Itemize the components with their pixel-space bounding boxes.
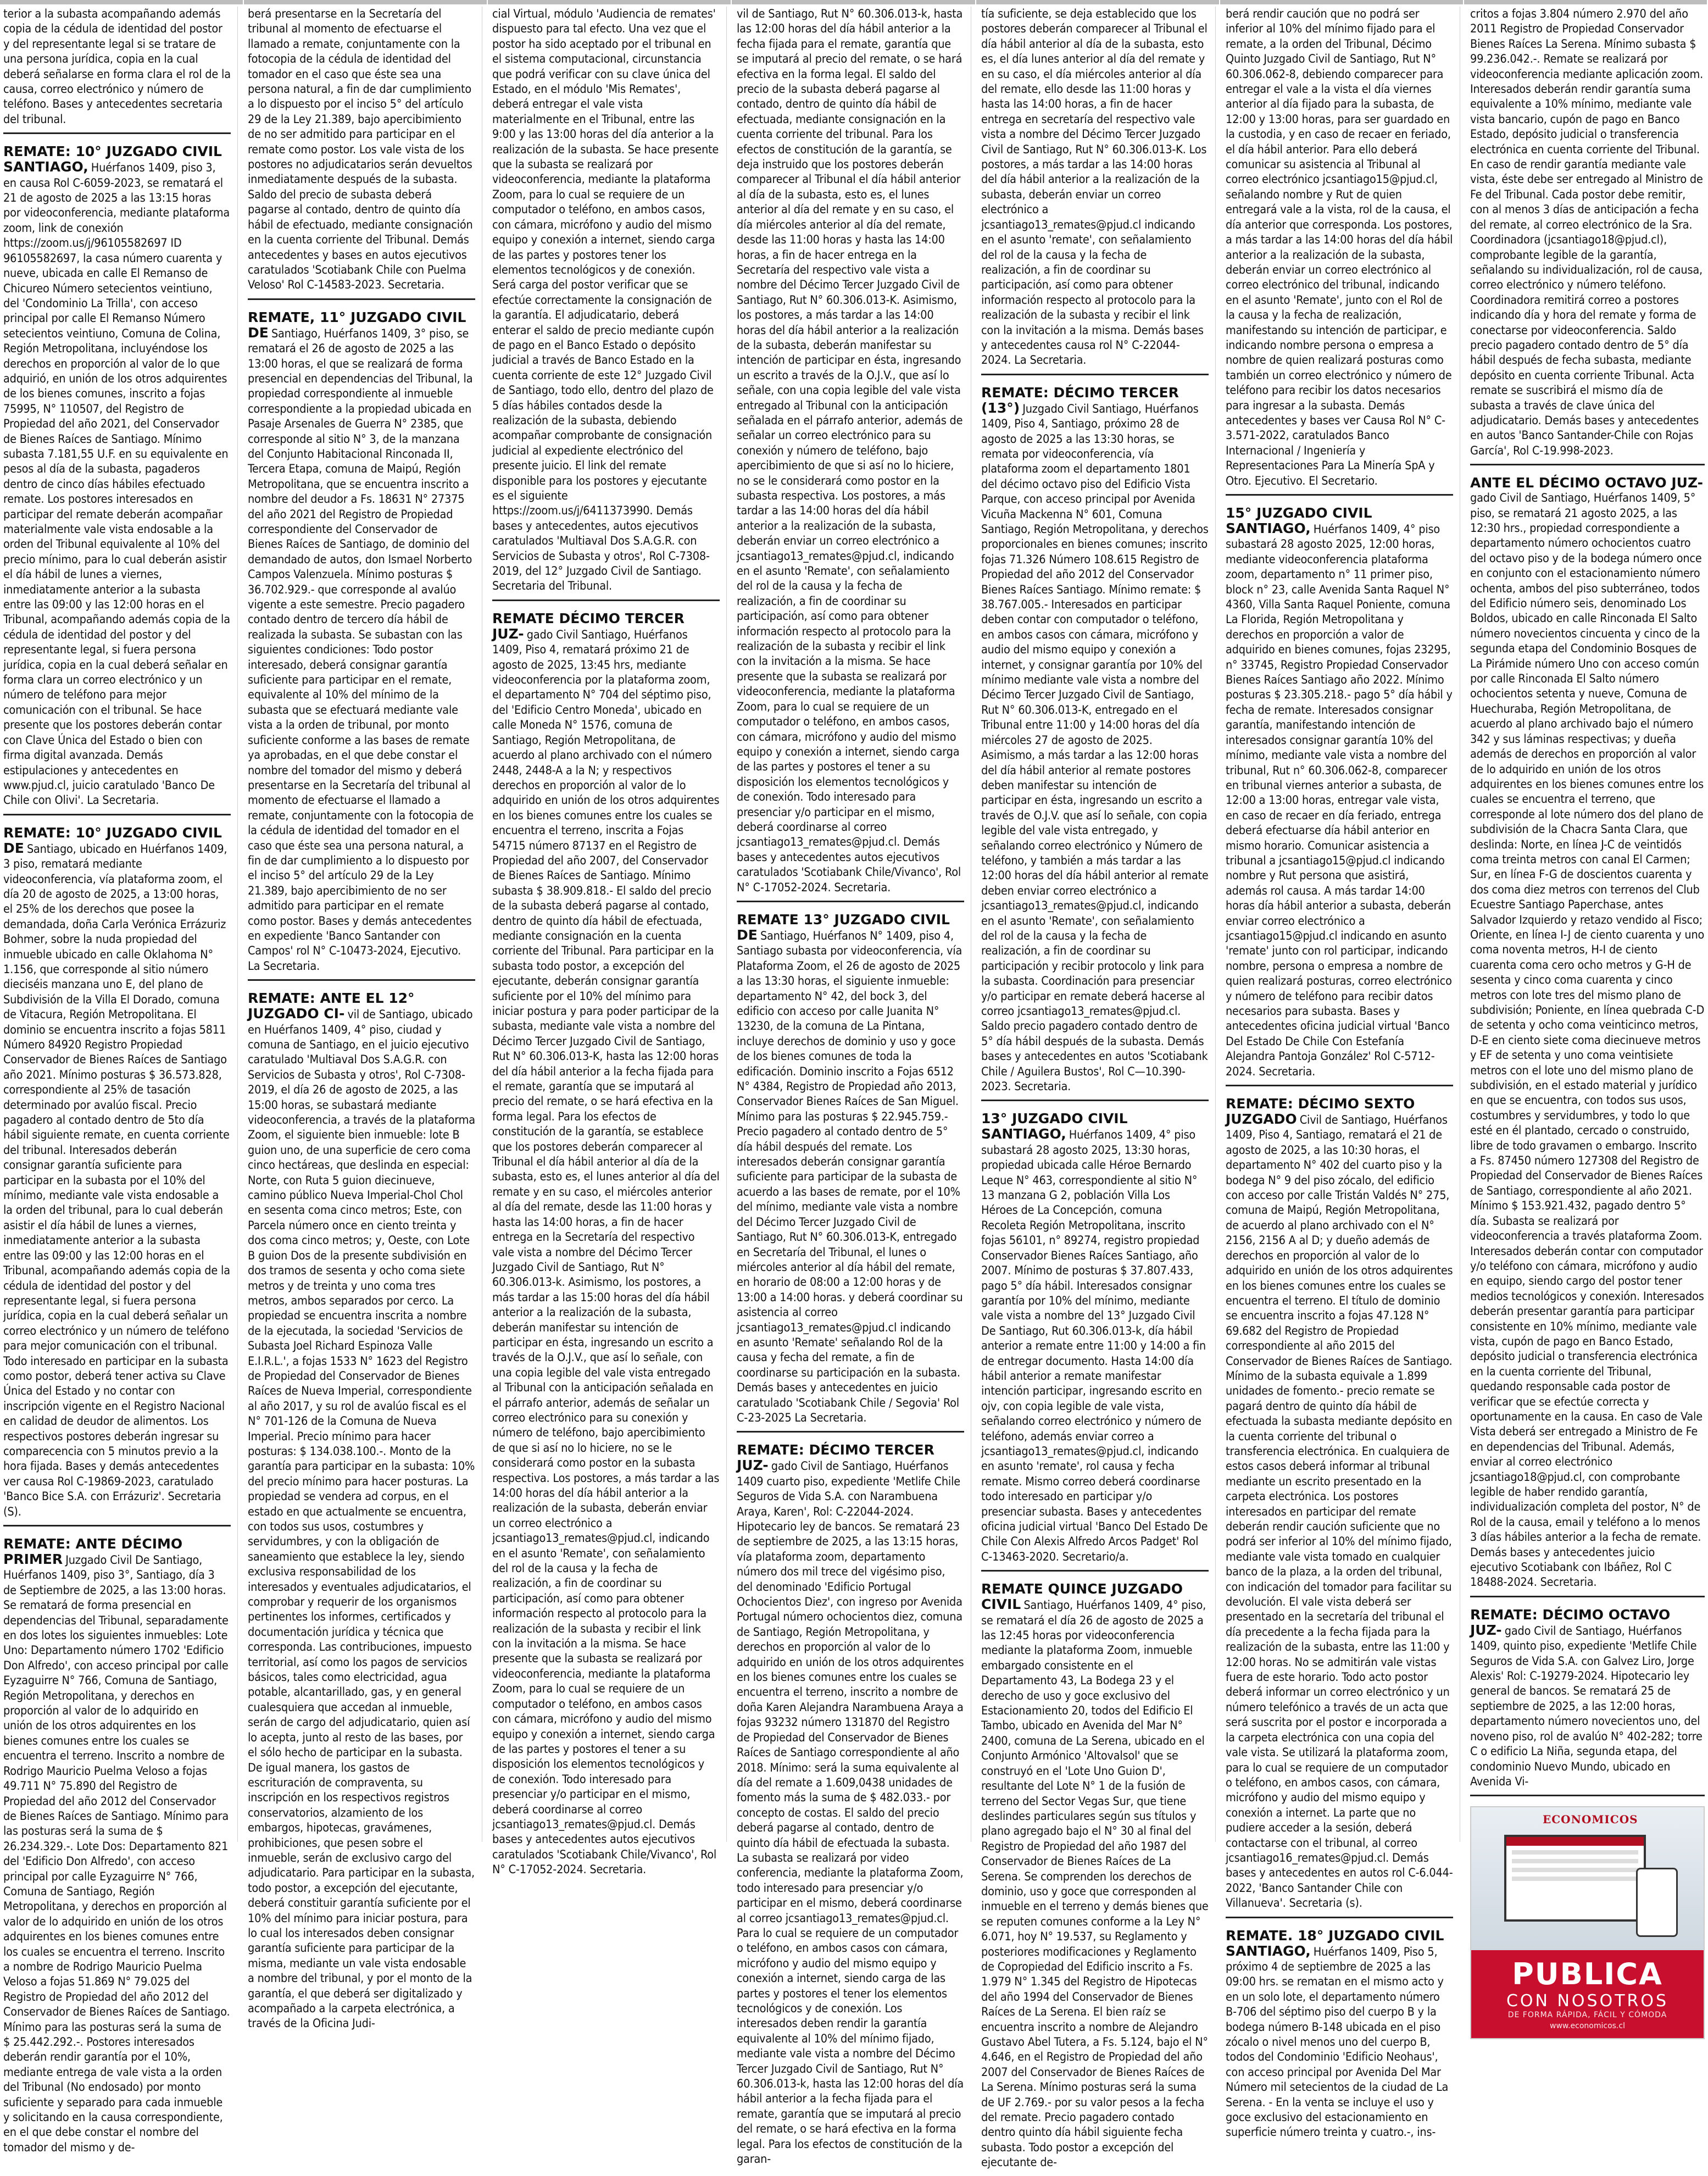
phone-icon — [1636, 1868, 1678, 1937]
notice-heading: REMATE: DÉCIMO TERCER (13°) — [981, 384, 1179, 416]
auction-notice — [737, 912, 964, 1433]
notice-heading: 15° JUZGADO CIVIL SANTIAGO, — [1226, 505, 1372, 536]
notice-heading: REMATE: DÉCIMO OCTAVO JUZ- — [1470, 1606, 1671, 1638]
notice-heading: ANTE EL DÉCIMO OCTAVO JUZ- — [1470, 475, 1704, 491]
notice-heading: REMATE: 10° JUZGADO CIVIL DE — [3, 824, 222, 856]
auction-notice — [1226, 7, 1453, 496]
auction-notice — [1470, 1607, 1705, 1796]
notice-heading: REMATE QUINCE JUZGADO CIVIL — [981, 1581, 1183, 1613]
notice-heading: REMATE: DÉCIMO SEXTO JUZGADO — [1226, 1096, 1415, 1128]
notice-body: critos a fojas 3.804 número 2.970 del año 2011 Registro de Propiedad Conservador Bienes Raíces La Serena. Mínimo subasta $ 99.236.042.-. Remate se realizará por videoconferencia mediante aplicación zoom. Interesados deberán rendir garantía suma equivalente a 10% mínimo, mediante vale vista bancario, cupón de pago en Banco Estado, depósito judicial o transferencia electrónica en cuenta corriente del Tribunal. En caso de rendir garantía mediante vale vista, éste debe ser entregado al Ministro de Fe del Tribunal. Cada postor debe remitir, con al menos 3 días de anticipación a fecha del remate, al correo electrónico de la Sra. Coordinadora (jcsantiago18@pjud.cl), comprobante legible de la garantía, señalando su individualización, rol de causa, correo electrónico y número teléfono. Coordinadora remitirá correo a postores indicando día y hora del remate y forma de conectarse por videoconferencia. Saldo precio pagadero contado dentro de 5° día hábil después de fecha subasta, mediante depósito en cuenta corriente Tribunal. Acta remate se suscribirá el mismo día de subasta a través de clave única del adjudicatario. Demás bases y antecedentes en autos 'Banco Santander-Chile con Rojas García', Rol C-19.998-2023. — [1470, 7, 1704, 458]
auction-notice — [1226, 1096, 1453, 1918]
auction-notice — [1226, 506, 1453, 1086]
ad-tagline: DE FORMA RÁPIDA, FÁCIL Y CÓMODA — [1507, 2011, 1667, 2020]
ad-headline: PUBLICA — [1512, 1957, 1663, 1992]
notice-body: Santiago, Huérfanos 1409, 3° piso, se rematará el 26 de agosto de 2025 a las 13:00 horas, el que se realizará de forma presencial en dependencias del Tribunal, la propiedad correspondiente al inmueble correspondiente a la propiedad ubicada en Pasaje Arsenales de Guerra N° 2385, que corresponde al sitio N° 3, de la manzana del Conjunto Habitacional Rinconada II, Tercera Etapa, comuna de Maipú, Región Metropolitana, que se encuentra inscrito a nombre del deudor a Fs. 18631 N° 27375 del año 2021 del Registro de Propiedad correspondiente del Conservador de Bienes Raíces de Santiago, de dominio del demandado de autos, don Ismael Norberto Campos Valenzuela. Mínimo posturas $ 36.702.929.- que corresponde al avalúo vigente a este semestre. Precio pagadero contado dentro de tercero día hábil de realizada la subasta. Se subastan con las siguientes condiciones: Todo postor interesado, deberá consignar garantía suficiente para participar en el remate, equivalente al 10% del mínimo de la subasta que se efectuará mediante vale vista a la orden de tribunal, por monto suficiente conforme a las bases de remate ya aprobadas, en el que debe constar el nombre del tomador del mismo y deberá presentarse en la Secretaría del tribunal al momento de efectuarse el llamado a remate, conjuntamente con la fotocopia de la cédula de identidad del tomador en el caso que éste sea una persona natural, a fin de dar cumplimiento a lo dispuesto por el inciso 5° del artículo 29 de la Ley 21.389, bajo apercibimiento de no ser admitido para participar en el remate como postor. Bases y demás antecedentes en expediente 'Banco Santander con Campos' rol N° C-10473-2024, Ejecutivo. La Secretaria. — [248, 326, 474, 973]
notice-body: Huérfanos 1409, 4° piso subastará 28 agosto 2025, 13:30 horas, propiedad ubicada calle Héroe Bernardo Leque N° 463, correspondiente al sitio N° 13 manzana G 2, población Villa Los Héroes de La Concepción, comuna Recoleta Región Metropolitana, inscrito fojas 56101, n° 89274, registro propiedad Conservador Bienes Raíces Santiago, año 2007. Mínimo de posturas $ 37.807.433, pago 5° día hábil. Interesados consignar garantía por 10% del mínimo, mediante vale vista a nombre del 13° Juzgado Civil De Santiago, Rut 60.306.013-k, día hábil anterior a remate entre 11:00 y 14:00 a fin de entregar documento. Hasta 14:00 día hábil anterior a remate manifestar intención participar, ingresando escrito en ojv, con copia legible de vale vista, señalando correo electrónico y número de teléfono, además enviar correo a jcsantiago13_remates@pjud.cl, indicando en asunto 'remate', rol causa y fecha remate. Mismo correo deberá coordinarse todo interesado en participar y/o presenciar subasta. Bases y antecedentes oficina judicial virtual 'Banco Del Estado De Chile Con Alexis Alfredo Arcos Padget' Rol C-13463-2020. Secretario/a. — [981, 1128, 1208, 1564]
notice-heading: REMATE 13° JUZGADO CIVIL DE — [737, 911, 950, 943]
notice-body: gado Civil Santiago, Huérfanos 1409, Piso 4, rematará próximo 21 de agosto de 2025, 13:45 hrs, mediante videoconferencia por la plataforma zoom, el departamento N° 704 del séptimo piso, del 'Edificio Centro Moneda', ubicado en calle Moneda N° 1576, comuna de Santiago, Región Metropolitana, de acuerdo al plano archivado con el número 2448, 2448-A a la N; y respectivos derechos en proporción al valor de lo adquirido en unión de los otros adquirentes en los bienes comunes entre los cuales se encuentra el terreno, inscrita a Fojas 54715 número 87137 en el Registro de Propiedad del año 2007, del Conservador de Bienes Raíces de Santiago. Mínimo subasta $ 38.909.818.- El saldo del precio de la subasta deberá pagarse al contado, dentro de quinto día hábil de efectuada, mediante consignación en la cuenta corriente del Tribunal. Para participar en la subasta todo postor, a excepción del ejecutante, deberán consignar garantía suficiente por el 10% del mínimo para iniciar postura y para poder participar de la subasta, mediante vale vista a nombre del Décimo Tercer Juzgado Civil de Santiago, Rut N° 60.306.013-K, hasta las 12:00 horas del día hábil anterior a la fecha fijada para el remate, garantía que se imputará al precio del remate, o se hará efectiva en la forma legal. Para los efectos de constitución de la garantía, se establece que los postores deberán comparecer al Tribunal el día hábil anterior al día de la subasta, esto es, el lunes anterior al día del remate y en su caso, el miércoles anterior al día del remate, desde las 11:00 horas y hasta las 14:00 horas, a fin de hacer entrega en la Secretaría del respectivo vale vista a nombre del Décimo Tercer Juzgado Civil de Santiago, Rut N° 60.306.013-k. Asimismo, los postores, a más tardar a las 15:00 horas del día hábil anterior a la realización de la subasta, deberán manifestar su intención de participar en ésta, ingresando un escrito a través de la O.J.V., que así lo señale, con una copia legible del vale vista entregado al Tribunal con la anticipación señalada en el párrafo anterior, además de señalar un correo electrónico para su conexión y número de teléfono, bajo apercibimiento de que si así no lo hiciere, no se le considerará como postor en la subasta respectiva. Los postores, a más tardar a las 14:00 horas del día hábil anterior a la realización de la subasta, deberán enviar un correo electrónico a jcsantiago13_remates@pjud.cl, indicando en el asunto 'Remate', con señalamiento del rol de la causa y la fecha de realización, a fin de coordinar su participación, así como para obtener información respecto al protocolo para la realización de la subasta y recibir el link con la invitación a la misma. Se hace presente que la subasta se realizará por videoconferencia, mediante la plataforma Zoom, para lo cual se requiere de un computador o teléfono, en ambos casos con cámara, micrófono y audio del mismo equipo y conexión a internet, siendo carga de las partes y postores el tener a su disposición los elementos tecnológicos y de conexión. Todo interesado para presenciar y/o participar en el mismo, deberá coordinarse al correo jcsantiago13_remates@pjud.cl. Demás bases y antecedentes autos ejecutivos caratulados 'Scotiabank Chile/Vivanco', Rol N° C-17052-2024. Secretaria. — [492, 628, 720, 1877]
ad-subheadline: CON NOSOTROS — [1506, 1991, 1669, 2011]
notice-body: gado Civil de Santiago, Huérfanos 1409, quinto piso, expediente 'Metlife Chile Seguros de Vida S.A. con Galvez Liro, Jorge Alexis' Rol: C-19279-2024. Hipotecario ley general de bancos. Se rematará 25 de septiembre de 2025, a las 12:00 horas, departamento número novecientos uno, del noveno piso, rol de avalúo N° 402-282; torre C o edificio La Niña, segunda etapa, del condominio Nuevo Mundo, ubicado en Avenida Vi- — [1470, 1624, 1703, 1789]
notice-heading: REMATE DÉCIMO TERCER JUZ- — [492, 610, 685, 642]
notice-body: berá rendir caución que no podrá ser inferior al 10% del mínimo fijado para el remate, a la orden del Tribunal, Décimo Quinto Juzgado Civil de Santiago, Rut N° 60.306.062-8, debiendo comparecer para entregar el vale a la vista el día viernes anterior al día fijado para la subasta, de 12:00 y 13:00 horas, para ser guardado en la custodia, y en caso de recaer en feriado, el día hábil anterior. Para ello deberá comunicar su asistencia al Tribunal al correo electrónico jcsantiago15@pjud.cl, señalando nombre y Rut de quien entregará vale a la vista, rol de la causa, el día anterior que corresponda. Los postores, a más tardar a las 14:00 horas del día hábil anterior a la realización de la subasta, deberán enviar un correo electrónico al correo electrónico del tribunal, indicando en el asunto 'Remate', junto con el Rol de la causa y la fecha de realización, manifestando su intención de participar, e indicando nombre persona o empresa a nombre de quien realizará posturas como también un correo electrónico y número de teléfono para recibir los datos necesarios para ingresar a la subasta. Demás antecedentes y bases ver Causa Rol N° C-3.571-2022, caratulados Banco Internacional / Ingeniería y Representaciones Para La Minería SpA y Otro. Ejecutivo. El Secretario. — [1226, 7, 1453, 488]
auction-notice — [3, 7, 231, 134]
auction-notice — [737, 1442, 964, 2172]
notice-body: vil de Santiago, Rut N° 60.306.013-k, hasta las 12:00 horas del día hábil anterior a la fecha fijada para el remate, garantía que se imputará al precio del remate, o se hará efectiva en la forma legal. El saldo del precio de la subasta deberá pagarse al contado, dentro de quinto día hábil de efectuada, mediante consignación en la cuenta corriente del tribunal. Para los efectos de constitución de la garantía, se deja instruido que los postores deberán comparecer al Tribunal el día hábil anterior al día de la subasta, esto es, el lunes anterior al día del remate y en su caso, el día miércoles anterior al día del remate, desde las 11:00 horas y hasta las 14:00 horas, a fin de hacer entrega en la Secretaría del respectivo vale vista a nombre del Décimo Tercer Juzgado Civil de Santiago, Rut N° 60.306.013-K. Asimismo, los postores, a más tardar a las 14:00 horas del día hábil anterior a la realización de la subasta, deberán manifestar su intención de participar en ésta, ingresando un escrito a través de la O.J.V., que así lo señale, con una copia legible del vale vista entregado al Tribunal con la anticipación señalada en el párrafo anterior, además de señalar un correo electrónico para su conexión y número de teléfono, bajo apercibimiento de que si así no lo hiciere, no se le considerará como postor en la subasta respectiva. Los postores, a más tardar a las 14:00 horas del día hábil anterior a la realización de la subasta, deberán enviar un correo electrónico a jcsantiago13_remates@pjud.cl, indicando en el asunto 'Remate', con señalamiento del rol de la causa y la fecha de realización, a fin de coordinar su participación, así como para obtener información respecto al protocolo para la realización de la subasta y recibir el link con la invitación a la misma. Se hace presente que la subasta se realizará por videoconferencia, mediante la plataforma Zoom, para lo cual se requiere de un computador o teléfono, en ambos casos, con cámara, micrófono y audio del mismo equipo y conexión a internet, siendo carga de las partes y postores el tener a su disposición los elementos tecnológicos y de conexión. Todo interesado para presenciar y/o participar en el mismo, deberá coordinarse al correo jcsantiago13_remates@pjud.cl. Demás bases y antecedentes autos ejecutivos caratulados 'Scotiabank Chile/Vivanco', Rol N° C-17052-2024. Secretaria. — [737, 7, 963, 895]
text-column — [981, 7, 1216, 2170]
auction-notice — [1226, 1928, 1453, 2146]
auction-notice — [492, 7, 720, 601]
notice-body: berá presentarse en la Secretaría del tribunal al momento de efectuarse el llamado a remate, conjuntamente con la fotocopia de la cédula de identidad del tomador en el caso que éste sea una persona natural, a fin de dar cumplimiento a lo dispuesto por el inciso 5° del artículo 29 de la Ley 21.389, bajo apercibimiento de no ser admitido para participar en el remate como postor. Los vale vista de los postores no adjudicatarios serán devueltos inmediatamente después de la subasta. Saldo del precio de subasta deberá pagarse al contado, dentro de quinto día hábil de efectuado, mediante consignación en la cuenta corriente del Tribunal. Demás antecedentes y bases en autos ejecutivos caratulados 'Scotiabank Chile con Puelma Veloso' Rol C-14583-2023. Secretaria. — [248, 7, 473, 292]
auction-notice — [3, 1536, 231, 2161]
advertisement-banner[interactable] — [1470, 1806, 1705, 2039]
notice-heading: REMATE, 11° JUZGADO CIVIL DE — [248, 309, 466, 341]
notice-heading: REMATE: DÉCIMO TERCER JUZ- — [737, 1442, 934, 1474]
notice-body: Santiago, Huérfanos 1409, 4° piso, se rematará el día 26 de agosto de 2025 a las 12:45 horas por videoconferencia mediante la plataforma Zoom, inmueble embargado consistente en el Departamento 43, La Bodega 23 y el derecho de uso y goce exclusivo del Estacionamiento 20, todos del Edificio El Tambo, ubicado en Avenida del Mar N° 2400, comuna de La Serena, ubicado en el Conjunto Armónico 'Altovalsol' que se construyó en el 'Lote Uno Guion D', resultante del Lote N° 1 de la fusión de terreno del Sector Vegas Sur, que tiene deslindes particulares según sus títulos y plano agregado bajo el N° 30 al final del Registro de Propiedad del año 1987 del Conservador de Bienes Raíces de La Serena. Se comprenden los derechos de dominio, uso y goce que corresponden al inmueble en el terreno y demás bienes que se reputen comunes conforme a la Ley N° 6.071, hoy N° 19.537, su Reglamento y posteriores modificaciones y Reglamento de Copropiedad del Edificio inscrito a Fs. 1.979 N° 1.345 del Registro de Hipotecas del año 1994 del Conservador de Bienes Raíces de La Serena. El bien raíz se encuentra inscrito a nombre de Alejandro Gustavo Abel Tutera, a Fs. 5.124, bajo el N° 4.646, en el Registro de Propiedad del año 2007 del Conservador de Bienes Raíces de La Serena. Mínimo posturas será la suma de UF 2.769.- por su valor pesos a la fecha del remate. Precio pagadero contado dentro quinto día hábil siguiente fecha subasta. Todo postor a excepción del ejecutante de- — [981, 1598, 1209, 2170]
ad-text-area — [1471, 1950, 1704, 2038]
notice-body: gado Civil de Santiago, Huérfanos 1409, 5° piso, se rematará 21 agosto 2025, a las 12:30 hrs., propiedad correspondiente a departamento número ochocientos cuatro del octavo piso y de la bodega número once en conjunto con el estacionamiento número ochenta, ambos del piso subterráneo, todos del Edificio número seis, denominado Los Boldos, ubicado en calle Rinconada El Salto número novecientos cincuenta y cinco de la segunda etapa del Condominio Bosques de La Pirámide número Uno con acceso común por calle Rinconada El Salto número ochocientos setenta y nueve, Comuna de Huechuraba, Región Metropolitana, de acuerdo al plano archivado bajo el número 342 y sus láminas respectivas; y dueña además de derechos en proporción al valor de lo adquirido en unión de los otros adquirentes en los bienes comunes entre los cuales se encuentra el terreno, que corresponde al lote número dos del plano de subdivisión de la Chacra Santa Clara, que deslinda: Norte, en línea J-C de veintidós coma treinta metros con canal El Carmen; Sur, en línea F-G de doscientos cuarenta y dos coma diez metros con terrenos del Club Ecuestre Santiago Paperchase, antes Salvador Izquierdo y retazo vendido al Fisco; Oriente, en línea I-J de ciento cuarenta y uno coma noventa metros, H-I de ciento cuarenta coma cero ocho metros y G-H de sesenta y cinco coma cuarenta y cinco metros con lote tres del mismo plano de subdivisión; Poniente, en línea quebrada C-D de setenta y ocho coma veinticinco metros, D-E en ciento siete coma diecinueve metros y EF de setenta y uno coma veintisiete metros con el lote uno del mismo plano de subdivisión, en el estado material y jurídico en que se encuentra, con todos sus usos, costumbres y servidumbres, y todo lo que esté en él plantado, cercado o construido, libre de todo gravamen o embargo. Inscrito a Fs. 87450 número 127308 del Registro de Propiedad del Conservador de Bienes Raíces de Santiago, correspondiente al año 2021. Mínimo $ 153.921.432, pagado dentro 5° día. Subasta se realizará por videoconferencia a través plataforma Zoom. Interesados deberán contar con computador y/o teléfono con cámara, micrófono y audio en equipo, siendo cargo del postor tener medios tecnológicos y conexión. Interesados deberán presentar garantía para participar consistente en 10% mínimo, mediante vale vista, cupón de pago en Banco Estado, depósito judicial o transferencia electrónica en la cuenta corriente del Tribunal, quedando responsable cada postor de verificar que se efectúe correcta y oportunamente en la causa. En caso de Vale Vista deberá ser entregado a Ministro de Fe en dependencias del Tribunal. Además, enviar al correo electrónico jcsantiago18@pjud.cl, con comprobante legible de haber rendido garantía, individualización completa del postor, N° de Rol de la causa, email y teléfono a lo menos 3 días hábiles anterior a la fecha de remate. Demás bases y antecedentes juicio ejecutivo Scotiabank con Ibáñez, Rol C 18488-2024. Secretaria. — [1470, 491, 1705, 1590]
ad-illustration — [1471, 1807, 1704, 1950]
section-header-strip — [0, 0, 1708, 4]
notice-heading: REMATE: ANTE DÉCIMO PRIMER — [3, 1536, 183, 1567]
auction-notice — [981, 1581, 1209, 2175]
ad-logo: ECONOMICOS — [1543, 1813, 1638, 1827]
notice-body: gado Civil de Santiago, Huérfanos 1409 cuarto piso, expediente 'Metlife Chile Seguros de Vida S.A. con Narambuena Araya, Karen', Rol: C-22044-2024. Hipotecario ley de bancos. Se rematará 23 de septiembre de 2025, a las 13:15 horas, vía plataforma zoom, departamento número dos mil trece del vigésimo piso, del denominado 'Edificio Portugal Ochocientos Diez', con ingreso por Avenida Portugal número ochocientos diez, comuna de Santiago, Región Metropolitana, y derechos en proporción al valor de lo adquirido en unión de los otros adquirentes en los bienes comunes entre los cuales se encuentra el terreno, inscrito a nombre de doña Karen Alejandra Narambuena Araya a fojas 93232 número 131870 del Registro de Propiedad del Conservador de Bienes Raíces de Santiago correspondiente al año 2018. Mínimo: será la suma equivalente al día del remate a 1.609,0438 unidades de fomento más la suma de $ 482.033.- por concepto de costas. El saldo del precio deberá pagarse al contado, dentro de quinto día hábil de efectuada la subasta. La subasta se realizará por video conferencia, mediante la plataforma Zoom, todo interesado para presenciar y/o participar en el mismo, deberá coordinarse al correo jcsantiago13_remates@pjud.cl. Para lo cual se requiere de un computador o teléfono, en ambos casos con cámara, micrófono y audio del mismo equipo y conexión a internet, siendo carga de las partes y postores el tener los elementos tecnológicos y de conexión. Los interesados deben rendir la garantía equivalente al 10% del mínimo fijado, mediante vale vista a nombre del Décimo Tercer Juzgado Civil de Santiago, Rut N° 60.306.013-k, hasta las 12:00 horas del día hábil anterior a la fecha fijada para el remate, garantía que se imputará al precio del remate, o se hará efectiva en la forma legal. Para los efectos de constitución de la garan- — [737, 1459, 964, 2167]
auction-notice — [3, 144, 231, 815]
text-column — [1470, 7, 1705, 2031]
text-column — [248, 7, 482, 2031]
notice-body: Juzgado Civil Santiago, Huérfanos 1409, Piso 4, Santiago, próximo 28 de agosto de 2025 a las 13:30 horas, se remata por videoconferencia, vía plataforma zoom el departamento 1801 del décimo octavo piso del Edificio Vista Parque, con acceso principal por Avenida Vicuña Mackenna N° 601, Comuna Santiago, Región Metropolitana, y derechos proporcionales en bienes comunes; inscrito fojas 71.326 Número 108.615 Registro de Propiedad del año 2012 del Conservador Bienes Raíces Santiago. Mínimo remate: $ 38.767.005.- Interesados en participar deben contar con computador o teléfono, en ambos casos con cámara, micrófono y audio del mismo equipo y conexión a internet, y consignar garantía por 10% del mínimo mediante vale vista a nombre del Décimo Tercer Juzgado Civil de Santiago, Rut N° 60.306.013-K, entregado en el Tribunal entre 11:00 y 14:00 horas del día miércoles 27 de agosto de 2025. Asimismo, a más tardar a las 12:00 horas del día hábil anterior al remate postores deben manifestar su intención de participar en ésta, ingresando un escrito a través de O.J.V. que así lo señale, con copia legible del vale vista entregado, y señalando correo electrónico y Número de teléfono, y también a más tardar a las 12:00 horas del día hábil anterior al remate deben enviar correo electrónico a jcsantiago13_remates@pjud.cl, indicando en el asunto 'Remate', con señalamiento del rol de la causa y la fecha de realización, a fin de coordinar su participación y recibir protocolo y link para la subasta. Coordinación para presenciar y/o participar en remate deberá hacerse al correo jcsantiago13_remates@pjud.cl. Saldo precio pagadero contado dentro de 5° día hábil después de la subasta. Demás bases y antecedentes en autos 'Scotiabank Chile / Aguilera Bustos', Rol C—10.390-2023. Secretaria. — [981, 402, 1209, 1094]
ad-url-link[interactable]: www.economicos.cl — [1550, 2022, 1625, 2031]
auction-notice — [248, 7, 475, 300]
auction-notice — [737, 7, 964, 902]
notice-body: cial Virtual, módulo 'Audiencia de remates' dispuesto para tal efecto. Una vez que el postor ha sido aceptado por el tribunal en el sistema computacional, circunstancia que podrá verificar con su clave única del Estado, en el módulo 'Mis Remates', deberá entregar el vale vista materialmente en el Tribunal, entre las 9:00 y las 13:00 horas del día anterior a la realización de la subasta. Se hace presente que la subasta se realizará por videoconferencia, mediante la plataforma Zoom, para lo cual se requiere de un computador o teléfono, en ambos casos, con cámara, micrófono y audio del mismo equipo y conexión a internet, siendo carga de las partes y postores tener los elementos tecnológicos y de conexión. Será carga del postor verificar que se efectúe correctamente la consignación de la garantía. El adjudicatario, deberá enterar el saldo de precio mediante cupón de pago en el Banco Estado o depósito judicial a través de Banco Estado en la cuenta corriente de este 12° Juzgado Civil de Santiago, todo ello, dentro del plazo de 5 días hábiles contados desde la realización de la subasta, debiendo acompañar comprobante de consignación judicial al expediente electrónico del presente juicio. El link del remate disponible para los postores y ejecutante es el siguiente https://zoom.us/j/6411373990. Demás bases y antecedentes, autos ejecutivos caratulados 'Multiaval Dos S.A.G.R. con Servicios de Subasta y otros', Rol C-7308-2019, del 12° Juzgado Civil de Santiago. Secretaria del Tribunal. — [492, 7, 719, 593]
notice-heading: 13° JUZGADO CIVIL SANTIAGO, — [981, 1111, 1128, 1142]
notice-body: Santiago, Huérfanos N° 1409, piso 4, Santiago subasta por videoconferencia, vía Plataforma Zoom, el 26 de agosto de 2025 a las 13:30 horas, el siguiente inmueble: departamento N° 42, del bock 3, del edificio con acceso por calle Juanita N° 13230, de la comuna de La Pintana, incluye derechos de dominio y uso y goce de los bienes comunes de toda la edificación. Dominio inscrito a Fojas 6512 N° 4384, Registro de Propiedad año 2013, Conservador Bienes Raíces de San Miguel. Mínimo para las posturas $ 22.945.759.- Precio pagadero al contado dentro de 5° día hábil después del remate. Los interesados deberán consignar garantía suficiente para participar de la subasta de acuerdo a las bases de remate, por el 10% del mínimo, mediante vale vista a nombre del Décimo Tercer Juzgado Civil de Santiago, Rut N° 60.306.013-K, entregado en Secretaría del Tribunal, el lunes o miércoles anterior al día hábil del remate, en horario de 08:00 a 12:00 horas y de 13:00 a 14:00 horas. y deberá coordinar su asistencia al correo jcsantiago13_remates@pjud.cl indicando en asunto 'Remate' señalando Rol de la causa y fecha del remate, a fin de coordinarse su participación en la subasta. Demás bases y antecedentes en juicio caratulado 'Scotiabank Chile / Segovia' Rol C-23-2025 La Secretaria. — [737, 929, 963, 1425]
auction-notice — [981, 1111, 1209, 1572]
auction-notice — [981, 385, 1209, 1102]
notice-body: Civil de Santiago, Huérfanos 1409, Piso 4, Santiago, rematará el 21 de agosto de 2025, a las 10:30 horas, el departamento N° 402 del cuarto piso y la bodega N° 9 del piso zócalo, del edificio con acceso por calle Tristán Valdés N° 275, comuna de Maipú, Región Metropolitana, de acuerdo al plano archivado con el N° 2156, 2156 A al D; y dueño además de derechos en proporción al valor de lo adquirido en unión de los otros adquirentes en los bienes comunes entre los cuales se encuentra el terreno. El título de dominio se encuentra inscrito a fojas 47.128 N° 69.682 del Registro de Propiedad correspondiente al año 2015 del Conservador de Bienes Raíces de Santiago. Mínimo de la subasta equivale a 1.899 unidades de fomento.- precio remate se pagará dentro de quinto día hábil de efectuada la subasta mediante depósito en la cuenta corriente del tribunal o transferencia electrónica. En cualquiera de estos casos deberá informar al tribunal mediante un escrito presentado en la carpeta electrónica. Los postores interesados en participar del remate deberán rendir caución suficiente que no podrá ser inferior al 10% del mínimo fijado, mediante vale vista tomado en cualquier banco de la plaza, a la orden del tribunal, con indicación del tomador para facilitar su devolución. El vale vista deberá ser presentado en la secretaría del tribunal el día precedente a la fecha fijada para la realización de la subasta, entre las 11:00 y 12:00 horas. No se admitirán vale vistas fuera de este horario. Todo acto postor deberá informar un correo electrónico y un número telefónico a través de un acta que será suscrita por el postor e incorporada a la carpeta electrónica con una copia del vale vista. Se utilizará la plataforma zoom, para lo cual se requiere de un computador o teléfono, en ambos casos, con cámara, micrófono y audio del mismo equipo y conexión a internet. La parte que no pudiere acceder a la sesión, deberá contactarse con el tribunal, al correo jcsantiago16_remates@pjud.cl. Demás bases y antecedentes en autos rol C-6.044-2022, 'Banco Santander Chile con Villanueva'. Secretaria (s). — [1226, 1113, 1453, 1911]
auction-notice — [248, 991, 475, 2037]
auction-notice — [981, 7, 1209, 375]
text-column — [492, 7, 727, 1877]
notice-body: Huérfanos 1409, 4° piso subastará 28 agosto 2025, 12:00 horas, mediante videoconferencia plataforma zoom, departamento n° 11 primer piso, block n° 23, calle Avenida Santa Raquel N° 4360, Villa Santa Raquel Poniente, comuna La Florida, Región Metropolitana y derechos en proporción a valor de adquirido en bienes comunes, fojas 23295, n° 33745, Registro Propiedad Conservador Bienes Raíces Santiago año 2022. Mínimo posturas $ 23.305.218.- pago 5° día hábil y fecha de remate. Interesados consignar garantía, manifestando intención de interesados consignar garantía 10% del mínimo, mediante vale vista a nombre del tribunal, Rut n° 60.306.062-8, comparecer en tribunal viernes anterior a subasta, de 12:00 a 13:00 horas, entregar vale vista, en caso de recaer en día feriado, entrega deberá efectuarse día hábil anterior en mismo horario. Comunicar asistencia a tribunal a jcsantiago15@pjud.cl indicando nombre y Rut persona que asistirá, además rol causa. A más tardar 14:00 horas día hábil anterior a subasta, deberán enviar correo electrónico a jcsantiago15@pjud.cl indicando en asunto 'remate' junto con rol participar, indicando nombre, persona o empresa a nombre de quien realizará posturas, correo electrónico y número de teléfono para recibir datos necesarios para subasta. Bases y antecedentes oficina judicial virtual 'Banco Del Estado De Chile Con Estefanía Alejandra Pantoja González' Rol C-5712-2024. Secretaria. — [1226, 523, 1453, 1079]
notice-body: Juzgado Civil De Santiago, Huérfanos 1409, piso 3°, Santiago, día 3 de Septiembre de 2025, a las 13:00 horas. Se rematará de forma presencial en dependencias del Tribunal, separadamente en dos lotes los siguientes inmuebles: Lote Uno: Departamento número 1702 'Edificio Don Alfredo', con acceso principal por calle Eyzaguirre N° 766, Comuna de Santiago, Región Metropolitana, y derechos en proporción al valor de lo adquirido en unión de los otros adquirentes en los bienes comunes entre los cuales se encuentra el terreno. Inscrito a nombre de Rodrigo Mauricio Puelma Veloso a fojas 49.711 N° 75.890 del Registro de Propiedad del año 2012 del Conservador de Bienes Raíces de Santiago. Mínimo para las posturas será la suma de $ 26.234.329.-. Lote Dos: Departamento 821 del 'Edificio Don Alfredo', con acceso principal por calle Eyzaguirre N° 766, Comuna de Santiago, Región Metropolitana, y derechos en proporción al valor de lo adquirido en unión de los otros adquirentes en los bienes comunes entre los cuales se encuentra el terreno. Inscrito a nombre de Rodrigo Mauricio Puelma Veloso a fojas 51.869 N° 79.025 del Registro de Propiedad del año 2012 del Conservador de Bienes Raíces de Santiago. Mínimo para las posturas será la suma de $ 25.442.292.-. Postores interesados deberán rendir garantía por el 10%, mediante entrega de vale vista a la orden del Tribunal (No endosado) por monto suficiente y separado para cada inmueble y solicitando en la causa correspondiente, en el que debe constar el nombre del tomador del mismo y de- — [3, 1553, 230, 2155]
auction-notice — [3, 825, 231, 1526]
notice-body: vil de Santiago, ubicado en Huérfanos 1409, 4° piso, ciudad y comuna de Santiago, en el juicio ejecutivo caratulado 'Multiaval Dos S.A.G.R. con Servicios de Subasta y otros', Rol C-7308-2019, el día 26 de agosto de 2025, a las 15:00 horas, se subastará mediante videoconferencia, a través de la plataforma Zoom, el siguiente bien inmueble: lote B guion uno, de una superficie de cero coma cinco hectáreas, que deslinda en especial: Norte, con Ruta 5 guion diecinueve, camino público Nueva Imperial-Chol Chol en sesenta coma cinco metros; Este, con Parcela número once en ciento treinta y dos coma cinco metros; y, Oeste, con Lote B guion Dos de la presente subdivisión en dos tramos de sesenta y ocho coma siete metros y de treinta y uno coma tres metros, ambos separados por cerco. La propiedad se encuentra inscrita a nombre de la ejecutada, la sociedad 'Servicios de Subasta Joel Richard Espinoza Valle E.I.R.L.', a fojas 1533 N° 1623 del Registro de Propiedad del Conservador de Bienes Raíces de Nueva Imperial, correspondiente al año 2017, y su rol de avalúo fiscal es el N° 701-126 de la Comuna de Nueva Imperial. Precio mínimo para hacer posturas: $ 134.038.100.-. Monto de la garantía para participar en la subasta: 10% del precio mínimo para hacer posturas. La propiedad se vendera ad corpus, en el estado en que actualmente se encuentra, con todos sus usos, costumbres y servidumbres, y con la obligación de saneamiento que establece la ley, siendo exclusiva responsabilidad de los interesados y eventuales adjudicatarios, el comprobar y requerir de los organismos pertinentes los informes, certificados y documentación jurídica y técnica que corresponda. Las contribuciones, impuesto territorial, así como los pagos de servicios básicos, tales como electricidad, agua potable, alcantarillado, gas, y en general cualesquiera que accedan al inmueble, serán de cargo del adjudicatario, quien así lo acepta, junto al resto de las bases, por el sólo hecho de participar en la subasta. De igual manera, los gastos de escrituración de compraventa, su inscripción en los respectivos registros conservatorios, alzamiento de los embargos, hipotecas, gravámenes, prohibiciones, que pesen sobre el inmueble, serán de exclusivo cargo del adjudicatario. Para participar en la subasta, todo postor, a excepción del ejecutante, deberá constituir garantía suficiente por el 10% del mínimo para iniciar postura, para lo cual los interesados deben consignar garantía suficiente para participar de la misma, mediante un vale vista endosable a nombre del tribunal, y por el monto de la garantía, el que deberá ser digitalizado y acompañado a la carpeta electrónica, a través de la Oficina Judi- — [248, 1008, 475, 2031]
auction-notice — [492, 611, 720, 1883]
notice-body: Huérfanos 1409, piso 3, en causa Rol C-6059-2023, se rematará el 21 de agosto de 2025 a las 13:15 horas por videoconferencia, mediante plataforma zoom, link de conexión https://zoom.us/j/96105582697 ID 96105582697, la casa número cuarenta y nueve, ubicada en calle El Remanso de Chicureo Número setecientos veintiuno, del 'Condominio La Trilla', con acceso principal por calle El Remanso Número setecientos veintiuno, Comuna de Colina, Región Metropolitana, incluyéndose los derechos en proporción al valor de lo que adquirió, en unión de los otros adquirentes de los bienes comunes, inscrito a fojas 75995, N° 110507, del Registro de Propiedad del año 2021, del Conservador de Bienes Raíces de Santiago. Mínimo subasta 7.181,55 U.F. en su equivalente en pesos al día de la subasta, pagaderos dentro de cinco días hábiles efectuado remate. Los postores interesados en participar del remate deberán acompañar materialmente vale vista endosable a la orden del Tribunal equivalente al 10% del precio mínimo, para lo cual deberán asistir el día hábil de lunes a viernes, inmediatamente anterior a la subasta entre las 09:00 y las 12:00 horas en el Tribunal, acompañando además copia de la cédula de identidad del postor y del representante legal, si fuera persona jurídica, copia en la cual deberá señalar en forma clara un correo electrónico y un número de teléfono para mejor comunicación con el tribunal. Se hace presente que los postores deberán contar con Clave Única del Estado o bien con firma digital avanzada. Demás estipulaciones y antecedentes en www.pjud.cl, juicio caratulado 'Banco De Chile con Olivi'. La Secretaria. — [3, 161, 230, 808]
text-column — [1226, 7, 1460, 2140]
notice-heading: REMATE: ANTE EL 12° JUZGADO CI- — [248, 990, 415, 1022]
text-column — [737, 7, 971, 2167]
notice-body: tía suficiente, se deja establecido que los postores deberán comparecer al Tribunal el día hábil anterior al día de la subasta, esto es, el día lunes anterior al día del remate y en su caso, el día miércoles anterior al día del remate, ello desde las 11:00 horas y hasta las 14:00 horas, a fin de hacer entrega en secretaría del respectivo vale vista a nombre del Décimo Tercer Juzgado Civil de Santiago, Rut N° 60.306.013-K. Los postores, a más tardar a las 14:00 horas del día hábil anterior a la realización de la subasta, deberán enviar un correo electrónico a jcsantiago13_remates@pjud.cl indicando en el asunto 'remate', con señalamiento del rol de la causa y la fecha de realización, a fin de coordinar su participación, así como para obtener información respecto al protocolo para la realización de la subasta y recibir el link con la invitación a la misma. Demás bases y antecedentes causa rol N° C-22044-2024. La Secretaria. — [981, 7, 1208, 368]
text-column — [3, 7, 238, 2155]
notice-heading: REMATE: 10° JUZGADO CIVIL SANTIAGO, — [3, 143, 222, 175]
monitor-icon — [1504, 1835, 1646, 1922]
notice-body: Huérfanos 1409, Piso 5, próximo 4 de septiembre de 2025 a las 09:00 hrs. se rematan en el mismo acto y en un solo lote, el departamento número B-706 del séptimo piso del cuerpo B y la bodega número B-148 ubicada en el piso zócalo o nivel menos uno del cuerpo B, todos del Condominio 'Edificio Neohaus', con acceso principal por Avenida Del Mar Número mil setecientos de la ciudad de La Serena. - En la venta se incluye el uso y goce exclusivo del estacionamiento en superficie número treinta y cuatro.-, ins- — [1226, 1945, 1449, 2140]
auction-notice — [1470, 475, 1705, 1597]
auction-notice — [248, 310, 475, 981]
notice-body: Santiago, ubicado en Huérfanos 1409, 3 piso, rematará mediante videoconferencia, vía plataforma zoom, el día 20 de agosto de 2025, a 13:00 horas, el 25% de los derechos que posee la demandada, doña Carla Verónica Errázuriz Bohmer, sobre la nuda propiedad del inmueble ubicado en calle Oklahoma N° 1.156, que corresponde al sitio número dieciséis manzana uno E, del plano de Subdivisión de la Villa El Dorado, comuna de Vitacura, Región Metropolitana. El dominio se encuentra inscrito a fojas 5811 Número 84920 Registro Propiedad Conservador de Bienes Raíces de Santiago año 2021. Mínimo posturas $ 36.573.828, correspondiente al 25% de tasación determinado por avalúo fiscal. Precio pagadero al contado dentro de 5to día hábil siguiente remate, en cuenta corriente del tribunal. Interesados deberán consignar garantía suficiente para participar en la subasta por el 10% del mínimo, mediante vale vista endosable a la orden del tribunal, para lo cual deberán asistir el día hábil de lunes a viernes, inmediatamente anterior a la subasta entre las 09:00 y las 12:00 horas en el Tribunal, acompañando además copia de la cédula de identidad del postor y del representante legal, si fuera persona jurídica, copia en la cual deberá señalar un correo electrónico y un número de teléfono para mejor comunicación con el tribunal. Todo interesado en participar en la subasta como postor, deberá tener activa su Clave Única del Estado y no contar con inscripción vigente en el Registro Nacional en calidad de deudor de alimentos. Los respectivos postores deberán ingresar su comparecencia con 5 minutos previo a la hora fijada. Bases y demás antecedentes ver causa Rol C-19869-2023, caratulado 'Banco Bice S.A. con Errázuriz'. Secretaria (S). — [3, 842, 230, 1519]
legal-notices-page — [3, 7, 1705, 2170]
auction-notice — [1470, 7, 1705, 465]
notice-heading: REMATE. 18° JUZGADO CIVIL SANTIAGO, — [1226, 1927, 1444, 1959]
notice-body: terior a la subasta acompañando además copia de la cédula de identidad del postor y del representante legal si se tratare de una persona jurídica, copia en la cual deberá señalarse en forma clara el rol de la causa, correo electrónico y número de teléfono. Bases y antecedentes secretaria del tribunal. — [3, 7, 231, 126]
